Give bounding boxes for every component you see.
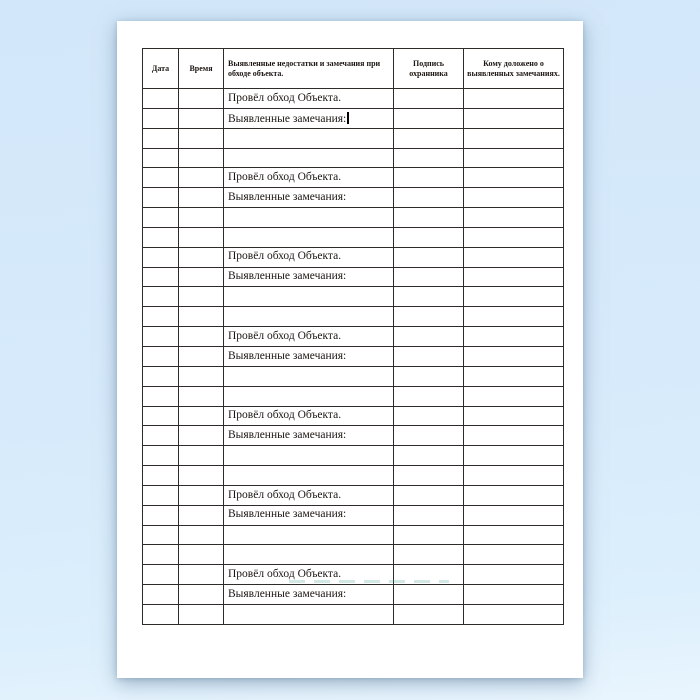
cell-date[interactable] — [143, 525, 179, 545]
cell-date[interactable] — [143, 346, 179, 366]
table-row — [143, 128, 564, 148]
cell-signature[interactable] — [394, 307, 464, 327]
cell-time[interactable] — [179, 525, 224, 545]
cell-reported[interactable] — [464, 227, 564, 247]
cell-notes[interactable]: Выявленные замечания: — [224, 108, 394, 128]
table-row — [143, 188, 564, 208]
table-row — [143, 466, 564, 486]
table-row — [143, 386, 564, 406]
cell-date[interactable] — [143, 366, 179, 386]
cell-signature[interactable] — [394, 446, 464, 466]
cell-notes[interactable]: Провёл обход Объекта. — [224, 168, 394, 188]
cell-signature[interactable] — [394, 327, 464, 347]
table-header — [143, 49, 564, 89]
cell-signature[interactable] — [394, 108, 464, 128]
table-row — [143, 327, 564, 347]
cell-reported[interactable] — [464, 287, 564, 307]
document-page — [117, 21, 583, 678]
cell-notes[interactable] — [224, 307, 394, 327]
cell-reported[interactable] — [464, 466, 564, 486]
cell-reported[interactable] — [464, 188, 564, 208]
cell-signature[interactable] — [394, 565, 464, 585]
cell-signature[interactable] — [394, 128, 464, 148]
cell-date[interactable] — [143, 188, 179, 208]
cell-time[interactable] — [179, 386, 224, 406]
cell-date[interactable] — [143, 267, 179, 287]
cell-time[interactable] — [179, 327, 224, 347]
cell-time[interactable] — [179, 585, 224, 605]
cell-signature[interactable] — [394, 346, 464, 366]
cell-time[interactable] — [179, 247, 224, 267]
cell-notes[interactable]: Выявленные замечания: — [224, 426, 394, 446]
cell-time[interactable] — [179, 346, 224, 366]
cell-date[interactable] — [143, 505, 179, 525]
cell-signature[interactable] — [394, 247, 464, 267]
cell-date[interactable] — [143, 565, 179, 585]
table-row — [143, 366, 564, 386]
cell-date[interactable] — [143, 287, 179, 307]
cell-reported[interactable] — [464, 406, 564, 426]
cell-signature[interactable] — [394, 466, 464, 486]
table-row — [143, 545, 564, 565]
cell-date[interactable] — [143, 327, 179, 347]
cell-notes[interactable] — [224, 128, 394, 148]
cell-date[interactable] — [143, 485, 179, 505]
table-row — [143, 426, 564, 446]
cell-time[interactable] — [179, 466, 224, 486]
cell-time[interactable] — [179, 426, 224, 446]
cell-signature[interactable] — [394, 604, 464, 624]
cell-notes[interactable] — [224, 545, 394, 565]
cell-time[interactable] — [179, 267, 224, 287]
cell-signature[interactable] — [394, 406, 464, 426]
cell-time[interactable] — [179, 208, 224, 228]
header-reported: Кому доложено о выявленных замечаниях. — [464, 49, 564, 89]
table-row — [143, 148, 564, 168]
table-row — [143, 565, 564, 585]
cell-date[interactable] — [143, 108, 179, 128]
cell-time[interactable] — [179, 128, 224, 148]
cell-reported[interactable] — [464, 168, 564, 188]
cell-date[interactable] — [143, 545, 179, 565]
cell-reported[interactable] — [464, 505, 564, 525]
table-row — [143, 287, 564, 307]
cell-notes[interactable] — [224, 208, 394, 228]
cell-reported[interactable] — [464, 366, 564, 386]
cell-reported[interactable] — [464, 386, 564, 406]
cell-signature[interactable] — [394, 168, 464, 188]
cell-time[interactable] — [179, 406, 224, 426]
table-row — [143, 485, 564, 505]
cell-signature[interactable] — [394, 227, 464, 247]
cell-time[interactable] — [179, 485, 224, 505]
table-row — [143, 604, 564, 624]
cell-notes[interactable] — [224, 366, 394, 386]
cell-notes[interactable] — [224, 466, 394, 486]
cell-date[interactable] — [143, 604, 179, 624]
cell-reported[interactable] — [464, 128, 564, 148]
cell-time[interactable] — [179, 287, 224, 307]
cell-notes[interactable] — [224, 148, 394, 168]
cell-date[interactable] — [143, 585, 179, 605]
table-row — [143, 89, 564, 109]
header-date: Дата — [143, 49, 179, 89]
header-signature: Подпись охранника — [394, 49, 464, 89]
cell-time[interactable] — [179, 168, 224, 188]
patrol-log-table — [142, 48, 564, 625]
cell-time[interactable] — [179, 227, 224, 247]
cell-reported[interactable] — [464, 565, 564, 585]
cell-date[interactable] — [143, 148, 179, 168]
log-table-body — [143, 89, 564, 625]
cell-time[interactable] — [179, 545, 224, 565]
table-row — [143, 108, 564, 128]
cell-signature[interactable] — [394, 89, 464, 109]
cell-reported[interactable] — [464, 247, 564, 267]
cell-signature[interactable] — [394, 366, 464, 386]
cell-date[interactable] — [143, 168, 179, 188]
cell-reported[interactable] — [464, 525, 564, 545]
cell-date[interactable] — [143, 247, 179, 267]
cell-time[interactable] — [179, 604, 224, 624]
cell-time[interactable] — [179, 188, 224, 208]
cell-notes[interactable] — [224, 604, 394, 624]
cell-notes[interactable]: Выявленные замечания: — [224, 188, 394, 208]
table-row — [143, 525, 564, 545]
table-row — [143, 247, 564, 267]
cell-signature[interactable] — [394, 386, 464, 406]
cell-notes[interactable]: Выявленные замечания: — [224, 585, 394, 605]
cell-notes[interactable]: Выявленные замечания: — [224, 505, 394, 525]
cell-time[interactable] — [179, 89, 224, 109]
table-row — [143, 307, 564, 327]
cell-signature[interactable] — [394, 545, 464, 565]
cell-date[interactable] — [143, 307, 179, 327]
cell-signature[interactable] — [394, 287, 464, 307]
cell-reported[interactable] — [464, 446, 564, 466]
cell-date[interactable] — [143, 227, 179, 247]
cell-signature[interactable] — [394, 426, 464, 446]
cell-date[interactable] — [143, 208, 179, 228]
cell-date[interactable] — [143, 128, 179, 148]
cell-notes[interactable] — [224, 386, 394, 406]
cell-signature[interactable] — [394, 525, 464, 545]
cell-notes[interactable] — [224, 525, 394, 545]
cell-time[interactable] — [179, 148, 224, 168]
cell-reported[interactable] — [464, 346, 564, 366]
cell-signature[interactable] — [394, 267, 464, 287]
cell-date[interactable] — [143, 466, 179, 486]
cell-reported[interactable] — [464, 267, 564, 287]
table-row — [143, 208, 564, 228]
cell-signature[interactable] — [394, 485, 464, 505]
cell-time[interactable] — [179, 366, 224, 386]
cell-signature[interactable] — [394, 585, 464, 605]
cell-notes[interactable]: Провёл обход Объекта. — [224, 89, 394, 109]
cell-notes[interactable]: Выявленные замечания: — [224, 346, 394, 366]
cell-date[interactable] — [143, 406, 179, 426]
cell-time[interactable] — [179, 307, 224, 327]
cell-notes[interactable]: Провёл обход Объекта. — [224, 247, 394, 267]
cell-time[interactable] — [179, 505, 224, 525]
table-row — [143, 446, 564, 466]
cell-reported[interactable] — [464, 545, 564, 565]
cell-notes[interactable]: Провёл обход Объекта. — [224, 327, 394, 347]
cell-signature[interactable] — [394, 148, 464, 168]
text-cursor — [347, 112, 349, 124]
cell-reported[interactable] — [464, 307, 564, 327]
cell-time[interactable] — [179, 108, 224, 128]
cell-date[interactable] — [143, 89, 179, 109]
cell-signature[interactable] — [394, 188, 464, 208]
table-row — [143, 346, 564, 366]
cell-reported[interactable] — [464, 585, 564, 605]
cell-reported[interactable] — [464, 604, 564, 624]
cell-notes[interactable]: Провёл обход Объекта. — [224, 485, 394, 505]
cell-reported[interactable] — [464, 89, 564, 109]
cell-notes[interactable]: Выявленные замечания: — [224, 267, 394, 287]
table-row — [143, 267, 564, 287]
table-row — [143, 227, 564, 247]
table-row — [143, 505, 564, 525]
cell-reported[interactable] — [464, 108, 564, 128]
cell-reported[interactable] — [464, 485, 564, 505]
cell-notes[interactable] — [224, 287, 394, 307]
cell-date[interactable] — [143, 386, 179, 406]
cell-time[interactable] — [179, 565, 224, 585]
header-time: Время — [179, 49, 224, 89]
cell-date[interactable] — [143, 446, 179, 466]
cell-notes[interactable] — [224, 446, 394, 466]
cell-reported[interactable] — [464, 426, 564, 446]
header-row — [143, 49, 564, 89]
cell-signature[interactable] — [394, 505, 464, 525]
table-row — [143, 406, 564, 426]
cell-notes[interactable]: Провёл обход Объекта. — [224, 565, 394, 585]
table-row — [143, 585, 564, 605]
table-row — [143, 168, 564, 188]
cell-reported[interactable] — [464, 208, 564, 228]
cell-signature[interactable] — [394, 208, 464, 228]
cell-reported[interactable] — [464, 327, 564, 347]
cell-reported[interactable] — [464, 148, 564, 168]
cell-date[interactable] — [143, 426, 179, 446]
cell-time[interactable] — [179, 446, 224, 466]
cell-notes[interactable] — [224, 227, 394, 247]
header-notes: Выявленные недостатки и замечания при обходе объекта. — [224, 49, 394, 89]
cell-notes[interactable]: Провёл обход Объекта. — [224, 406, 394, 426]
